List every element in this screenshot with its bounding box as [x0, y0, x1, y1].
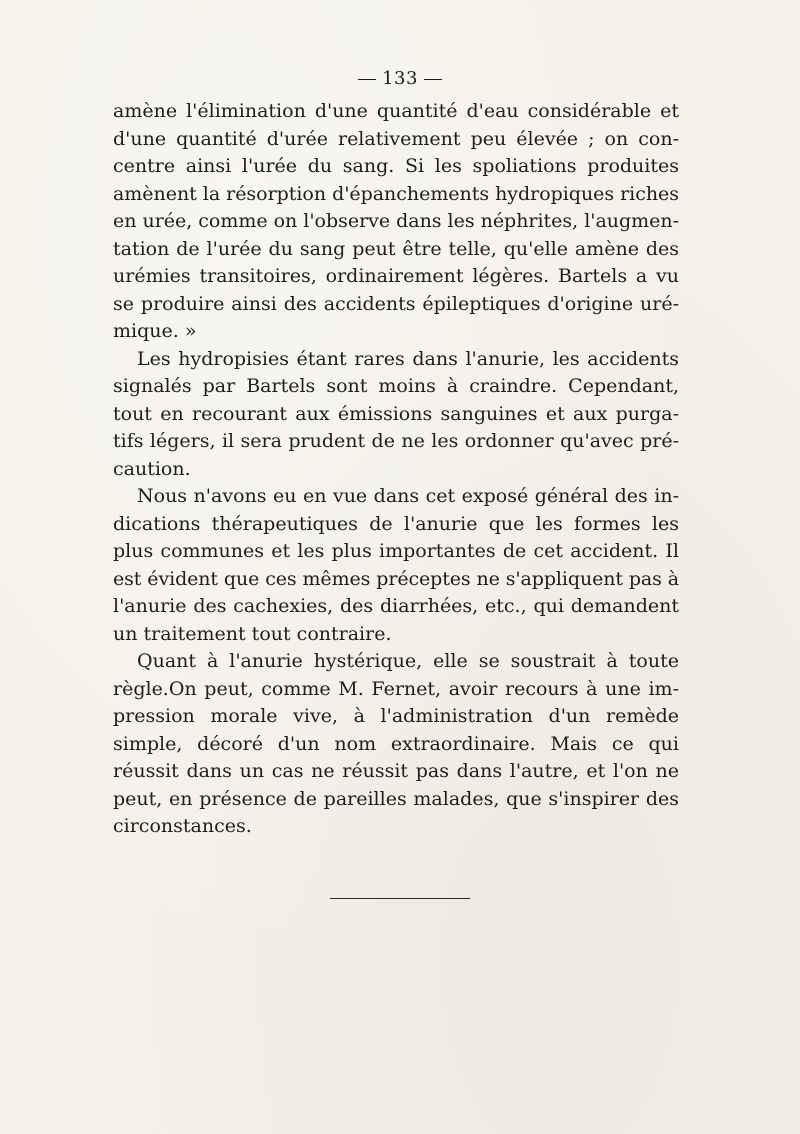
text-line: tout en recourant aux émissions sanguines et aux purga- — [113, 402, 679, 425]
text-line: amènent la résorption d'épanchements hydropiques riches — [113, 182, 679, 205]
paragraph-3 — [113, 483, 679, 648]
text-line: peut, en présence de pareilles malades, que s'inspirer des — [113, 787, 679, 810]
text-line: tation de l'urée du sang peut être telle, qu'elle amène des — [113, 237, 679, 260]
text-line: l'anurie des cachexies, des diarrhées, etc., qui demandent — [113, 595, 679, 617]
text-line: plus communes et les plus importantes de cet accident. Il — [113, 540, 679, 562]
text-line: se produire ainsi des accidents épileptiques d'origine uré- — [113, 292, 679, 315]
text-line: d'une quantité d'urée relativement peu élevée ; on con- — [113, 127, 679, 150]
text-line: amène l'élimination d'une quantité d'eau considérable et — [113, 100, 679, 122]
text-line: caution. — [113, 457, 191, 480]
text-line: Quant à l'anurie hystérique, elle se soustrait à toute — [137, 650, 679, 672]
text-line: signalés par Bartels sont moins à craindre. Cependant, — [113, 375, 679, 397]
text-line: urémies transitoires, ordinairement légères. Bartels a vu — [113, 265, 679, 287]
header-dash-left — [358, 79, 376, 80]
text-line: est évident que ces mêmes préceptes ne s'appliquent pas à — [113, 567, 679, 590]
text-line: un traitement tout contraire. — [113, 622, 392, 645]
page-number: 133 — [382, 68, 418, 89]
text-line: circonstances. — [113, 815, 252, 837]
text-line: en urée, comme on l'observe dans les néphrites, l'augmen- — [113, 210, 679, 232]
text-line: Les hydropisies étant rares dans l'anurie, les accidents — [137, 347, 679, 370]
body-text — [113, 98, 679, 841]
text-line: simple, décoré d'un nom extraordinaire. Mais ce qui — [113, 732, 679, 755]
text-line: mique. » — [113, 320, 197, 342]
paragraph-4 — [113, 648, 679, 841]
text-line: centre ainsi l'urée du sang. Si les spoliations produites — [113, 155, 679, 177]
text-line: Nous n'avons eu en vue dans cet exposé général des in- — [137, 485, 679, 507]
page-header — [0, 68, 800, 89]
text-line: dications thérapeutiques de l'anurie que les formes les — [113, 512, 679, 535]
paragraph-1 — [113, 98, 679, 346]
section-end-rule — [330, 898, 470, 899]
paragraph-2 — [113, 346, 679, 484]
text-line: réussit dans un cas ne réussit pas dans l'autre, et l'on ne — [113, 760, 679, 782]
header-dash-right — [424, 79, 442, 80]
text-line: pression morale vive, à l'administration d'un remède — [113, 705, 679, 727]
text-line: règle.On peut, comme M. Fernet, avoir recours à une im- — [113, 677, 679, 700]
text-line: tifs légers, il sera prudent de ne les ordonner qu'avec pré- — [113, 430, 679, 452]
